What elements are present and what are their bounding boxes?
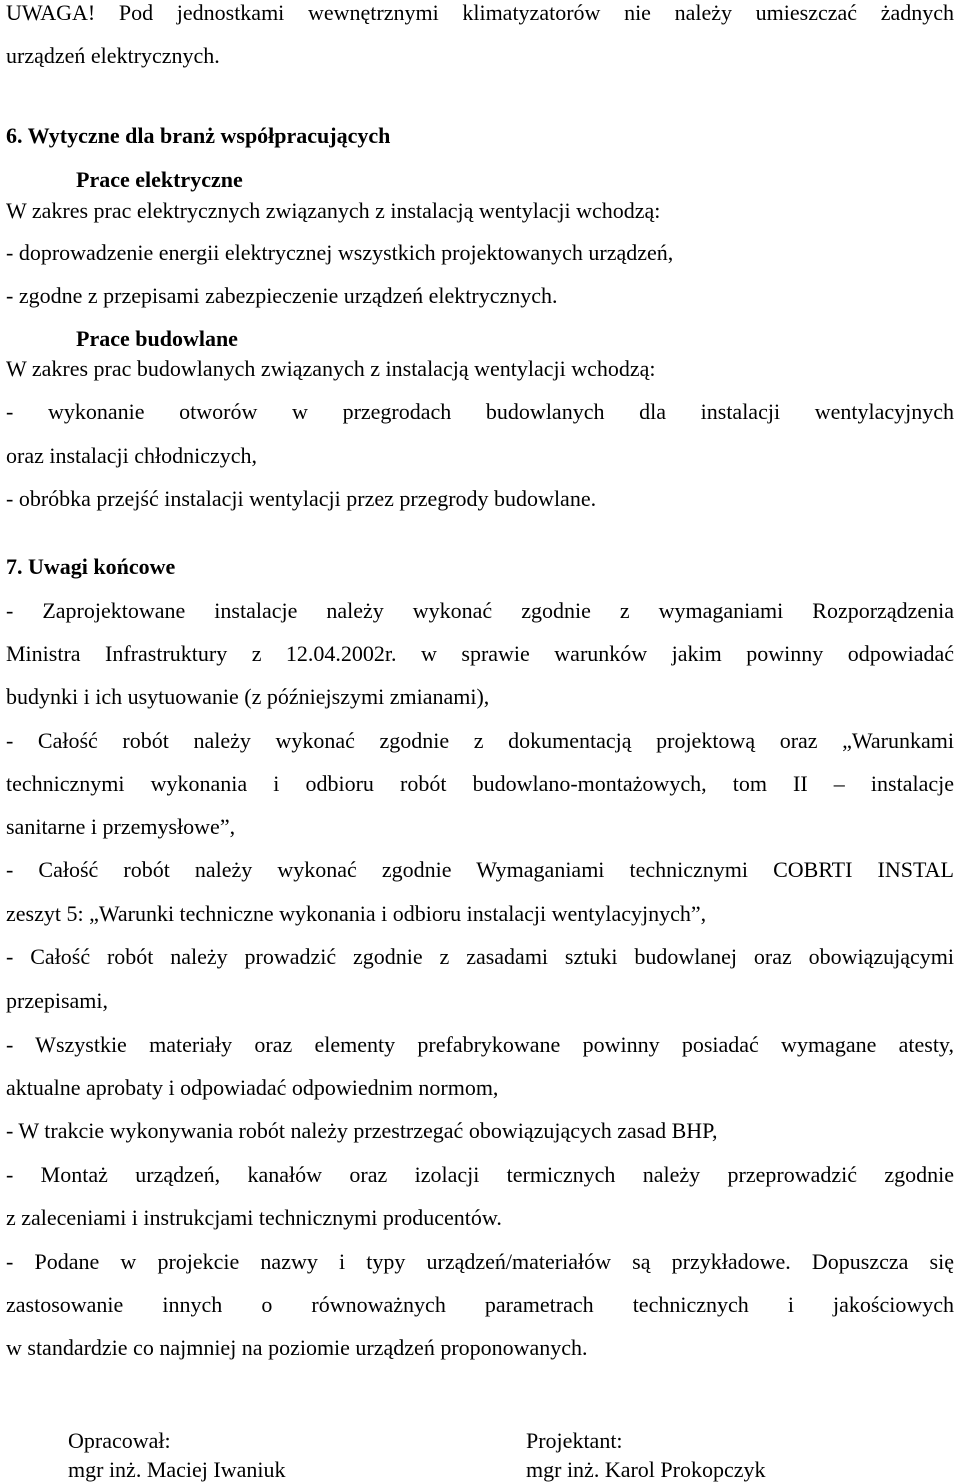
construction-works-intro: W zakres prac budowlanych związanych z instalacją wentylacji wchodzą:: [6, 356, 656, 381]
remarks-line: - Zaprojektowane instalacje należy wykonać zgodnie z wymaganiami Rozporządzenia: [6, 598, 954, 623]
remarks-line: zeszyt 5: „Warunki techniczne wykonania i odbioru instalacji wentylacyjnych”,: [6, 901, 707, 926]
remarks-line: budynki i ich usytuowanie (z późniejszymi zmianami),: [6, 684, 490, 709]
remarks-line: zastosowanie innych o równoważnych parametrach technicznych i jakościowych: [6, 1292, 954, 1317]
designer-name: mgr inż. Karol Prokopczyk: [526, 1457, 766, 1482]
section-7-heading: 7. Uwagi końcowe: [6, 554, 176, 579]
remarks-line: - Całość robót należy prowadzić zgodnie z zasadami sztuki budowlanej oraz obowiązującymi: [6, 944, 954, 969]
electrical-works-title: Prace elektryczne: [76, 167, 243, 192]
construction-item-1-line-1: - wykonanie otworów w przegrodach budowlanych dla instalacji wentylacyjnych: [6, 399, 954, 424]
electrical-item-1: - doprowadzenie energii elektrycznej wszystkich projektowanych urządzeń,: [6, 240, 674, 265]
prepared-by-name: mgr inż. Maciej Iwaniuk: [68, 1457, 286, 1482]
warning-line-2: urządzeń elektrycznych.: [6, 43, 220, 68]
remarks-line: - Montaż urządzeń, kanałów oraz izolacji termicznych należy przeprowadzić zgodnie: [6, 1162, 954, 1187]
remarks-line: technicznymi wykonania i odbioru robót budowlano-montażowych, tom II – instalacje: [6, 771, 954, 796]
remarks-line: - Wszystkie materiały oraz elementy prefabrykowane powinny posiadać wymagane atesty,: [6, 1032, 954, 1057]
designer-label: Projektant:: [526, 1428, 623, 1453]
remarks-line: przepisami,: [6, 988, 109, 1013]
remarks-line: aktualne aprobaty i odpowiadać odpowiednim normom,: [6, 1075, 499, 1100]
construction-item-2: - obróbka przejść instalacji wentylacji przez przegrody budowlane.: [6, 486, 597, 511]
remarks-line: - Całość robót należy wykonać zgodnie z dokumentacją projektową oraz „Warunkami: [6, 728, 954, 753]
construction-works-title: Prace budowlane: [76, 326, 238, 351]
electrical-item-2: - zgodne z przepisami zabezpieczenie urządzeń elektrycznych.: [6, 283, 558, 308]
prepared-by-label: Opracował:: [68, 1428, 171, 1453]
remarks-line: w standardzie co najmniej na poziomie urządzeń proponowanych.: [6, 1335, 588, 1360]
electrical-works-intro: W zakres prac elektrycznych związanych z instalacją wentylacji wchodzą:: [6, 198, 661, 223]
construction-item-1-line-2: oraz instalacji chłodniczych,: [6, 443, 258, 468]
remarks-line: - Podane w projekcie nazwy i typy urządzeń/materiałów są przykładowe. Dopuszcza się: [6, 1249, 954, 1274]
warning-line-1: UWAGA! Pod jednostkami wewnętrznymi klimatyzatorów nie należy umieszczać żadnych: [6, 0, 954, 25]
remarks-line: z zaleceniami i instrukcjami technicznymi producentów.: [6, 1205, 502, 1230]
section-6-heading: 6. Wytyczne dla branż współpracujących: [6, 123, 391, 148]
remarks-line: sanitarne i przemysłowe”,: [6, 814, 236, 839]
remarks-line: - Całość robót należy wykonać zgodnie Wymaganiami technicznymi COBRTI INSTAL: [6, 857, 954, 882]
remarks-line: - W trakcie wykonywania robót należy przestrzegać obowiązujących zasad BHP,: [6, 1118, 718, 1143]
remarks-line: Ministra Infrastruktury z 12.04.2002r. w sprawie warunków jakim powinny odpowiadać: [6, 641, 954, 666]
